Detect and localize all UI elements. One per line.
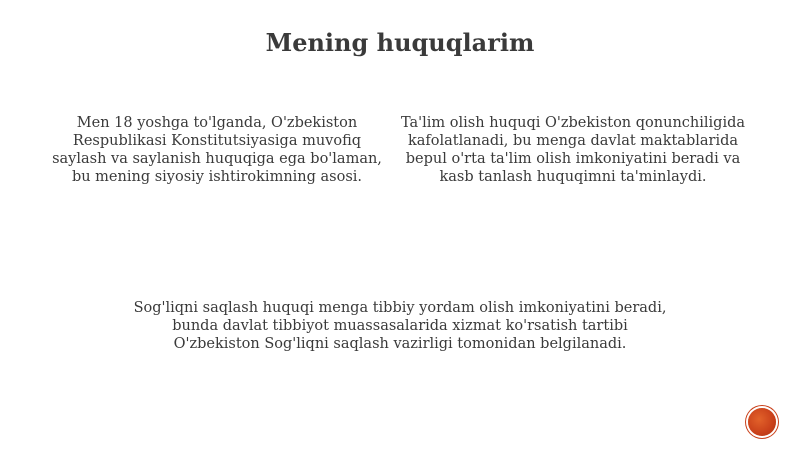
paragraph-health-rights: Sog'liqni saqlash huquqi menga tibbiy yordam olish imkoniyatini beradi, bunda davlat tibbiyot muassasalarida xizmat ko'rsatish tartibi O'zbekiston Sog'liqni saqlash vazirligi tomonidan belgilanadi. [133,300,667,352]
slide-title: Mening huquqlarim [265,28,535,57]
slide-decoration-circle-icon [748,408,776,436]
paragraph-voting-rights: Men 18 yoshga to'lganda, O'zbekiston Respublikasi Konstitutsiyasiga muvofiq saylash va saylanish huquqiga ega bo'laman, bu mening siyosiy ishtirokimning asosi. [52,115,382,185]
paragraph-education-rights: Ta'lim olish huquqi O'zbekiston qonunchiligida kafolatlanadi, bu menga davlat maktablarida bepul o'rta ta'lim olish imkoniyatini beradi va kasb tanlash huquqimni ta'minlaydi. [400,115,746,185]
